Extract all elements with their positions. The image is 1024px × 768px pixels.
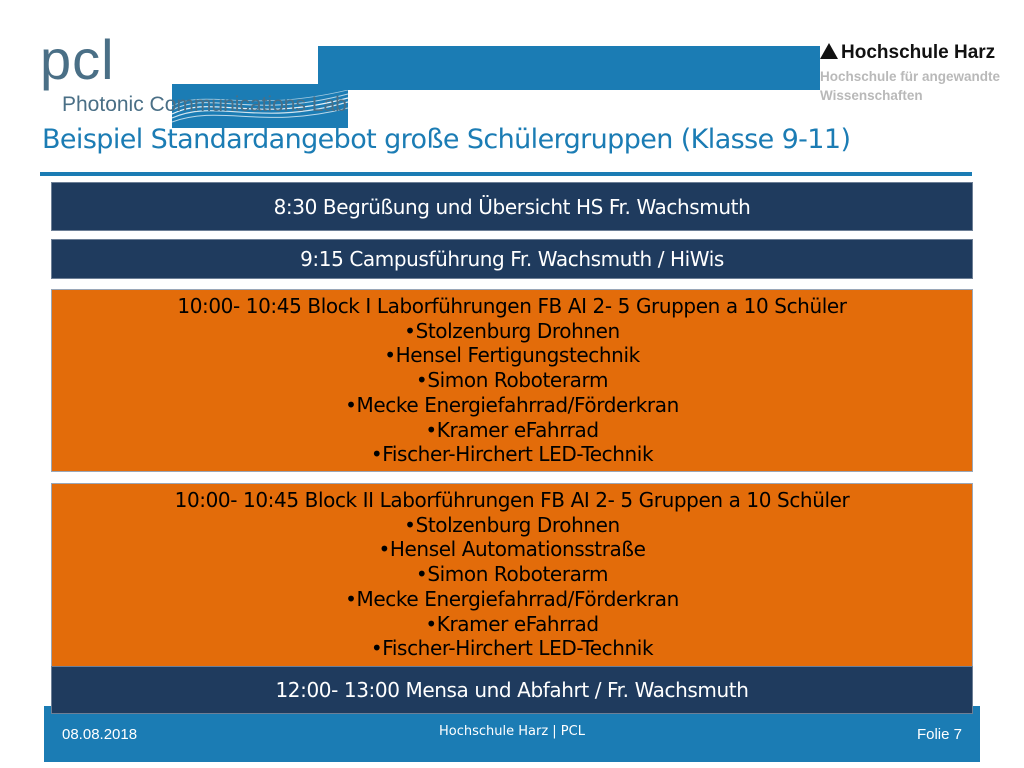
schedule-item-welcome: [51, 182, 973, 231]
institution-line1: Hochschule für angewandte: [820, 69, 1001, 84]
list-item: •Fischer-Hirchert LED-Technik: [370, 636, 654, 661]
list-item: •Stolzenburg Drohnen: [404, 512, 620, 537]
list-item: •Hensel Fertigungstechnik: [384, 343, 640, 368]
list-item: •Stolzenburg Drohnen: [404, 318, 620, 343]
list-item: •Kramer eFahrrad: [425, 417, 599, 442]
footer-center-text: Hochschule Harz | PCL: [439, 724, 585, 739]
triangle-icon: [820, 43, 838, 59]
institution-name: Hochschule Harz: [841, 42, 996, 63]
list-item: •Fischer-Hirchert LED-Technik: [370, 442, 654, 467]
list-item: •Mecke Energiefahrrad/Förderkran: [345, 392, 679, 417]
list-item: •Simon Roboterarm: [415, 562, 609, 587]
slide-number: Folie 7: [916, 726, 962, 743]
header-band: [318, 46, 820, 90]
title-underline: [40, 172, 972, 176]
logo-subtitle: Photonic Communications Lab: [62, 93, 347, 116]
list-item: •Mecke Energiefahrrad/Förderkran: [345, 586, 679, 611]
schedule-block-2: [51, 483, 973, 668]
schedule-item-campus-tour: [51, 239, 973, 279]
schedule-item-lunch: [51, 666, 973, 714]
block-2-heading: 10:00- 10:45 Block II Laborführungen FB AI 2- 5 Gruppen a 10 Schüler: [174, 488, 850, 512]
list-item: •Kramer eFahrrad: [425, 611, 599, 636]
list-item: •Hensel Automationsstraße: [378, 537, 646, 562]
schedule-block-1: [51, 289, 973, 472]
pcl-logo: [40, 28, 347, 118]
schedule-item-welcome-text: 8:30 Begrüßung und Übersicht HS Fr. Wachsmuth: [273, 194, 751, 219]
list-item: •Simon Roboterarm: [415, 368, 609, 393]
footer-bar: [44, 706, 980, 762]
footer-date: 08.08.2018: [62, 726, 138, 743]
logo-mark: pcl: [40, 28, 115, 91]
block-1-heading: 10:00- 10:45 Block I Laborführungen FB AI 2- 5 Gruppen a 10 Schüler: [177, 294, 847, 318]
institution-logo: [820, 42, 1024, 104]
schedule-item-lunch-text: 12:00- 13:00 Mensa und Abfahrt / Fr. Wachsmuth: [275, 678, 749, 702]
slide-title: Beispiel Standardangebot große Schülergruppen (Klasse 9-11): [42, 124, 851, 155]
schedule-item-campus-tour-text: 9:15 Campusführung Fr. Wachsmuth / HiWis: [300, 247, 724, 271]
institution-line2: Wissenschaften: [820, 88, 923, 103]
